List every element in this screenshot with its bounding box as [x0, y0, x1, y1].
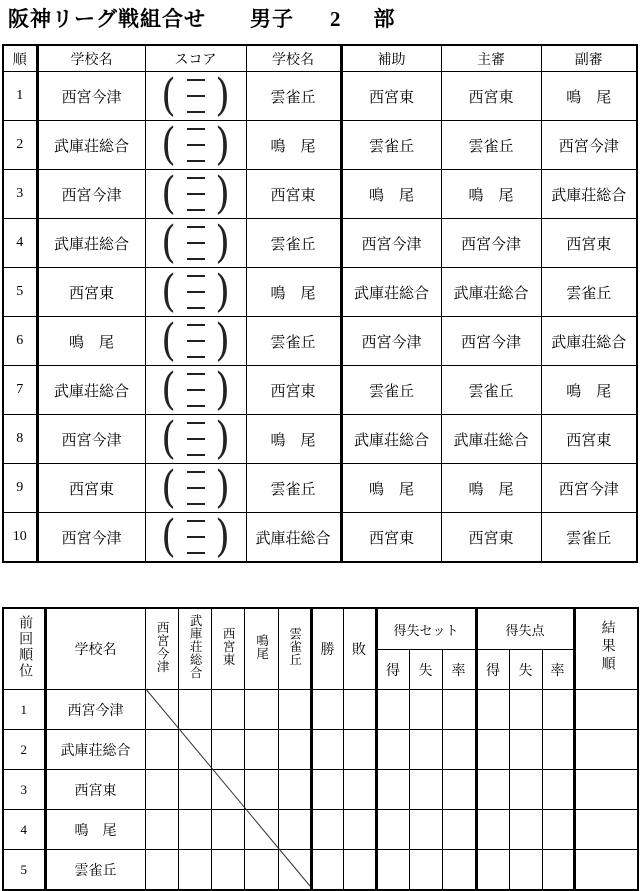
header-opponent-naruo: 鳴尾: [244, 608, 278, 690]
support-cell: 西宮今津: [341, 219, 441, 268]
points-won-cell: [476, 770, 509, 810]
school-right-cell: 鳴 尾: [246, 268, 341, 317]
order-cell: 1: [3, 72, 37, 121]
school-left-cell: 武庫荘総合: [37, 366, 145, 415]
standings-table: [2, 607, 639, 891]
title-division-unit: 部: [373, 7, 396, 31]
open-paren: (: [161, 169, 177, 219]
matrix-cell: [278, 730, 311, 770]
score-cell: [145, 121, 246, 170]
order-cell: 10: [3, 513, 37, 563]
support-cell: 西宮東: [341, 72, 441, 121]
matrix-cell: [244, 730, 278, 770]
order-cell: 9: [3, 464, 37, 513]
score-placeholder: [146, 513, 246, 561]
support-cell: 武庫荘総合: [341, 268, 441, 317]
sets-ratio-cell: [442, 850, 476, 891]
match-row: [3, 366, 637, 415]
points-lost-cell: [509, 850, 542, 891]
matrix-cell: [145, 810, 178, 850]
header-final-rank: 結果順: [574, 608, 638, 690]
match-row: [3, 268, 637, 317]
header-points-ratio: 率: [542, 650, 574, 690]
sets-lost-cell: [409, 690, 442, 730]
school-left-cell: 西宮今津: [37, 513, 145, 563]
score-cell: [145, 317, 246, 366]
page-title: [8, 3, 396, 33]
school-name-cell: 鳴 尾: [45, 810, 145, 850]
sets-ratio-cell: [442, 810, 476, 850]
matrix-cell: [211, 730, 244, 770]
points-lost-cell: [509, 770, 542, 810]
support-cell: 西宮今津: [341, 317, 441, 366]
win-cell: [311, 770, 343, 810]
points-ratio-cell: [542, 770, 574, 810]
order-cell: 3: [3, 170, 37, 219]
loss-cell: [343, 810, 376, 850]
matrix-cell: [145, 850, 178, 891]
schedule-body: [3, 72, 637, 563]
open-paren: (: [161, 365, 177, 415]
school-right-cell: 武庫荘総合: [246, 513, 341, 563]
score-cell: [145, 415, 246, 464]
matrix-cell: [244, 810, 278, 850]
score-placeholder: [146, 170, 246, 218]
score-cell: [145, 513, 246, 563]
points-won-cell: [476, 690, 509, 730]
school-left-cell: 武庫荘総合: [37, 219, 145, 268]
score-blank-lines: [187, 324, 205, 358]
assistant-referee-cell: 雲雀丘: [541, 268, 637, 317]
points-won-cell: [476, 850, 509, 891]
standings-row: [3, 810, 638, 850]
school-left-cell: 西宮東: [37, 464, 145, 513]
matrix-cell: [211, 850, 244, 891]
matrix-cell: [278, 850, 311, 891]
header-sets-lost: 失: [409, 650, 442, 690]
score-cell: [145, 464, 246, 513]
header-support: 補助: [341, 45, 441, 72]
school-right-cell: 雲雀丘: [246, 72, 341, 121]
matrix-cell: [211, 770, 244, 810]
standings-header-row-1: [3, 608, 638, 650]
matrix-cell: [278, 810, 311, 850]
header-sets-won: 得: [376, 650, 409, 690]
match-row: [3, 317, 637, 366]
close-paren: ): [214, 218, 230, 268]
header-school: 学校名: [45, 608, 145, 690]
support-cell: 鳴 尾: [341, 464, 441, 513]
matrix-cell: [145, 770, 178, 810]
win-cell: [311, 730, 343, 770]
standings-row: [3, 850, 638, 891]
chief-referee-cell: 西宮今津: [441, 219, 541, 268]
school-name-cell: 雲雀丘: [45, 850, 145, 891]
points-ratio-cell: [542, 850, 574, 891]
header-order: 順: [3, 45, 37, 72]
score-placeholder: [146, 268, 246, 316]
points-lost-cell: [509, 690, 542, 730]
points-ratio-cell: [542, 690, 574, 730]
header-win: 勝: [311, 608, 343, 690]
school-name-cell: 西宮東: [45, 770, 145, 810]
chief-referee-cell: 武庫荘総合: [441, 415, 541, 464]
header-points-group: 得失点: [476, 608, 574, 650]
header-opponent-nishinomiya-imazu: 西宮今津: [145, 608, 178, 690]
previous-rank-cell: 5: [3, 850, 45, 891]
final-rank-cell: [574, 850, 638, 891]
score-placeholder: [146, 121, 246, 169]
points-lost-cell: [509, 730, 542, 770]
matrix-cell: [244, 690, 278, 730]
schedule-header-row: [3, 45, 637, 72]
matrix-cell: [178, 810, 211, 850]
open-paren: (: [161, 512, 177, 562]
score-placeholder: [146, 219, 246, 267]
title-gender: 男子: [250, 7, 294, 31]
title-league: 阪神リーグ戦組合せ: [8, 7, 206, 31]
assistant-referee-cell: 西宮東: [541, 415, 637, 464]
sets-ratio-cell: [442, 730, 476, 770]
match-row: [3, 219, 637, 268]
header-school-left: 学校名: [37, 45, 145, 72]
previous-rank-cell: 2: [3, 730, 45, 770]
loss-cell: [343, 690, 376, 730]
sets-won-cell: [376, 770, 409, 810]
score-blank-lines: [187, 177, 205, 211]
close-paren: ): [214, 316, 230, 366]
open-paren: (: [161, 267, 177, 317]
win-cell: [311, 690, 343, 730]
school-right-cell: 西宮東: [246, 170, 341, 219]
sets-lost-cell: [409, 850, 442, 891]
matrix-cell: [278, 690, 311, 730]
order-cell: 7: [3, 366, 37, 415]
chief-referee-cell: 鳴 尾: [441, 170, 541, 219]
assistant-referee-cell: 西宮今津: [541, 464, 637, 513]
close-paren: ): [214, 512, 230, 562]
matrix-cell: [145, 730, 178, 770]
win-cell: [311, 850, 343, 891]
sets-won-cell: [376, 810, 409, 850]
matrix-cell: [178, 770, 211, 810]
matrix-cell: [145, 690, 178, 730]
points-won-cell: [476, 810, 509, 850]
school-left-cell: 西宮今津: [37, 415, 145, 464]
support-cell: 鳴 尾: [341, 170, 441, 219]
chief-referee-cell: 西宮今津: [441, 317, 541, 366]
school-right-cell: 鳴 尾: [246, 415, 341, 464]
final-rank-cell: [574, 770, 638, 810]
open-paren: (: [161, 463, 177, 513]
standings-row: [3, 770, 638, 810]
header-score: スコア: [145, 45, 246, 72]
school-left-cell: 鳴 尾: [37, 317, 145, 366]
sets-lost-cell: [409, 730, 442, 770]
loss-cell: [343, 730, 376, 770]
schedule-table: [2, 44, 638, 563]
points-ratio-cell: [542, 730, 574, 770]
loss-cell: [343, 850, 376, 891]
match-row: [3, 170, 637, 219]
close-paren: ): [214, 463, 230, 513]
assistant-referee-cell: 鳴 尾: [541, 366, 637, 415]
score-blank-lines: [187, 226, 205, 260]
matrix-cell: [178, 730, 211, 770]
school-left-cell: 西宮東: [37, 268, 145, 317]
matrix-cell: [178, 690, 211, 730]
support-cell: 西宮東: [341, 513, 441, 563]
school-right-cell: 鳴 尾: [246, 121, 341, 170]
score-blank-lines: [187, 79, 205, 113]
header-sets-ratio: 率: [442, 650, 476, 690]
header-opponent-hibarigaoka: 雲雀丘: [278, 608, 311, 690]
points-won-cell: [476, 730, 509, 770]
school-name-cell: 武庫荘総合: [45, 730, 145, 770]
score-blank-lines: [187, 471, 205, 505]
score-cell: [145, 366, 246, 415]
assistant-referee-cell: 鳴 尾: [541, 72, 637, 121]
score-placeholder: [146, 366, 246, 414]
matrix-cell: [178, 850, 211, 891]
matrix-cell: [244, 770, 278, 810]
score-placeholder: [146, 72, 246, 120]
chief-referee-cell: 雲雀丘: [441, 121, 541, 170]
chief-referee-cell: 雲雀丘: [441, 366, 541, 415]
close-paren: ): [214, 365, 230, 415]
support-cell: 雲雀丘: [341, 366, 441, 415]
header-opponent-mukonoso-sogo: 武庫荘総合: [178, 608, 211, 690]
standings-body: [3, 690, 638, 891]
title-division-number: 2: [330, 7, 342, 31]
school-right-cell: 雲雀丘: [246, 219, 341, 268]
matrix-cell: [244, 850, 278, 891]
assistant-referee-cell: 武庫荘総合: [541, 317, 637, 366]
score-cell: [145, 72, 246, 121]
score-placeholder: [146, 415, 246, 463]
score-blank-lines: [187, 373, 205, 407]
standings-row: [3, 690, 638, 730]
sets-ratio-cell: [442, 690, 476, 730]
school-left-cell: 西宮今津: [37, 72, 145, 121]
school-right-cell: 西宮東: [246, 366, 341, 415]
chief-referee-cell: 鳴 尾: [441, 464, 541, 513]
score-blank-lines: [187, 275, 205, 309]
sets-won-cell: [376, 850, 409, 891]
open-paren: (: [161, 316, 177, 366]
score-cell: [145, 268, 246, 317]
open-paren: (: [161, 120, 177, 170]
assistant-referee-cell: 西宮東: [541, 219, 637, 268]
chief-referee-cell: 西宮東: [441, 513, 541, 563]
score-cell: [145, 219, 246, 268]
support-cell: 武庫荘総合: [341, 415, 441, 464]
header-sets-group: 得失セット: [376, 608, 476, 650]
match-row: [3, 415, 637, 464]
open-paren: (: [161, 218, 177, 268]
sets-won-cell: [376, 690, 409, 730]
close-paren: ): [214, 414, 230, 464]
score-blank-lines: [187, 128, 205, 162]
final-rank-cell: [574, 810, 638, 850]
sets-lost-cell: [409, 810, 442, 850]
order-cell: 5: [3, 268, 37, 317]
previous-rank-cell: 3: [3, 770, 45, 810]
match-row: [3, 513, 637, 563]
points-lost-cell: [509, 810, 542, 850]
assistant-referee-cell: 雲雀丘: [541, 513, 637, 563]
final-rank-cell: [574, 690, 638, 730]
match-row: [3, 464, 637, 513]
close-paren: ): [214, 267, 230, 317]
loss-cell: [343, 770, 376, 810]
previous-rank-cell: 1: [3, 690, 45, 730]
header-points-won: 得: [476, 650, 509, 690]
header-chief-referee: 主審: [441, 45, 541, 72]
school-right-cell: 雲雀丘: [246, 317, 341, 366]
close-paren: ): [214, 169, 230, 219]
header-loss: 敗: [343, 608, 376, 690]
points-ratio-cell: [542, 810, 574, 850]
order-cell: 4: [3, 219, 37, 268]
score-cell: [145, 170, 246, 219]
score-placeholder: [146, 317, 246, 365]
header-points-lost: 失: [509, 650, 542, 690]
final-rank-cell: [574, 730, 638, 770]
school-left-cell: 西宮今津: [37, 170, 145, 219]
close-paren: ): [214, 120, 230, 170]
win-cell: [311, 810, 343, 850]
match-row: [3, 121, 637, 170]
header-previous-rank: 前回順位: [3, 608, 45, 690]
header-school-right: 学校名: [246, 45, 341, 72]
sets-won-cell: [376, 730, 409, 770]
header-opponent-nishinomiya-higashi: 西宮東: [211, 608, 244, 690]
matrix-cell: [278, 770, 311, 810]
close-paren: ): [214, 71, 230, 121]
matrix-cell: [211, 690, 244, 730]
order-cell: 8: [3, 415, 37, 464]
score-blank-lines: [187, 520, 205, 554]
sets-ratio-cell: [442, 770, 476, 810]
match-row: [3, 72, 637, 121]
sets-lost-cell: [409, 770, 442, 810]
header-assistant-referee: 副審: [541, 45, 637, 72]
chief-referee-cell: 武庫荘総合: [441, 268, 541, 317]
previous-rank-cell: 4: [3, 810, 45, 850]
school-name-cell: 西宮今津: [45, 690, 145, 730]
assistant-referee-cell: 武庫荘総合: [541, 170, 637, 219]
order-cell: 6: [3, 317, 37, 366]
score-blank-lines: [187, 422, 205, 456]
school-left-cell: 武庫荘総合: [37, 121, 145, 170]
support-cell: 雲雀丘: [341, 121, 441, 170]
open-paren: (: [161, 414, 177, 464]
open-paren: (: [161, 71, 177, 121]
matrix-cell: [211, 810, 244, 850]
order-cell: 2: [3, 121, 37, 170]
score-placeholder: [146, 464, 246, 512]
chief-referee-cell: 西宮東: [441, 72, 541, 121]
assistant-referee-cell: 西宮今津: [541, 121, 637, 170]
school-right-cell: 雲雀丘: [246, 464, 341, 513]
standings-row: [3, 730, 638, 770]
